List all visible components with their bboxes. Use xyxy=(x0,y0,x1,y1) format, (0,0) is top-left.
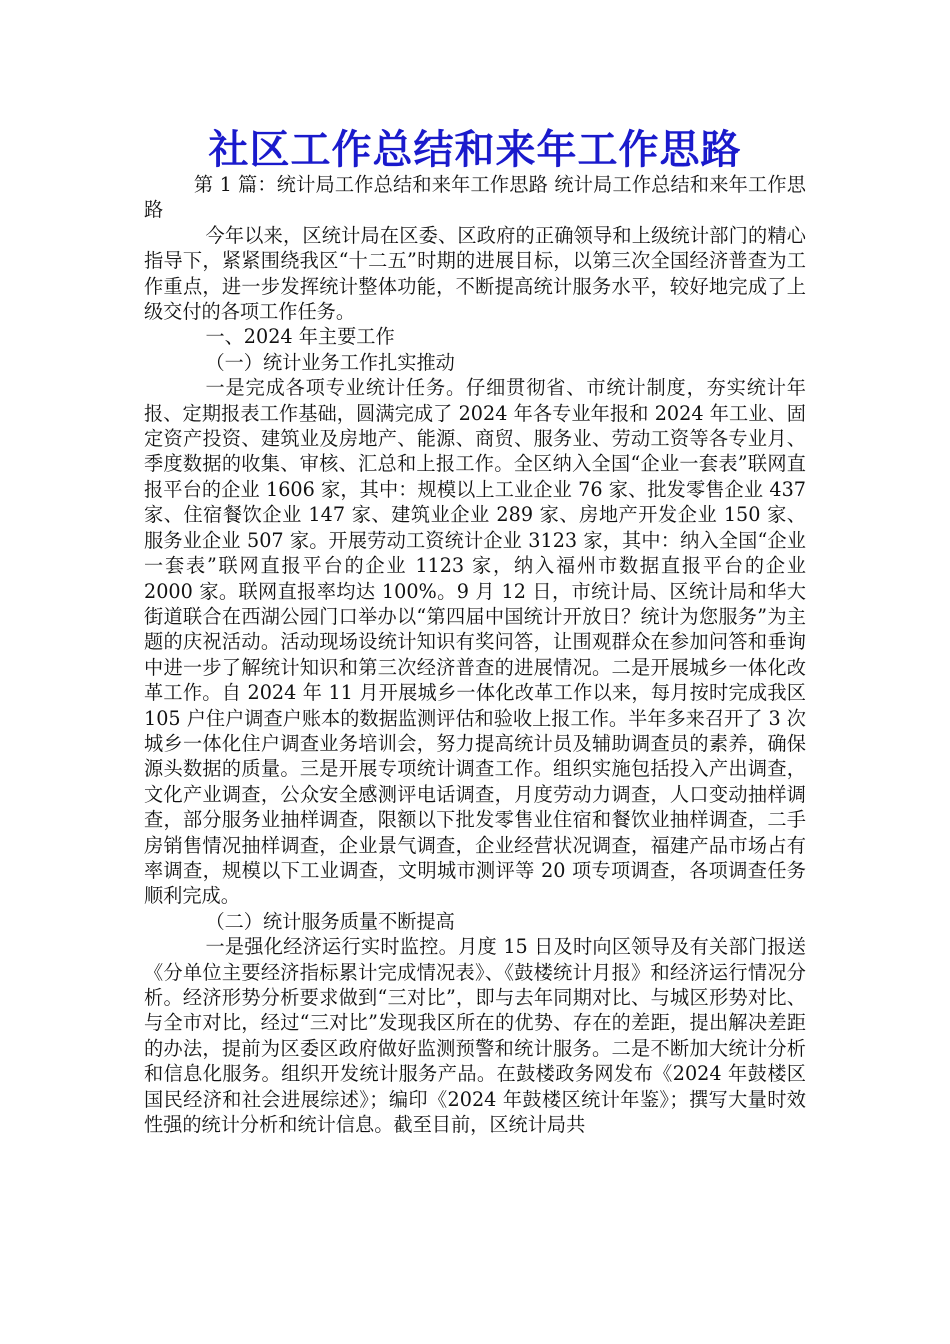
paragraph: 一是完成各项专业统计任务。仔细贯彻省、市统计制度，夯实统计年报、定期报表工作基础，圆满完成了 2024 年各专业年报和 2024 年工业、固定资产投资、建筑业及房地产、能源、商贸、服务业、劳动工资等各专业月、季度数据的收集、审核、汇总和上报工作。全区纳入全国“企业一套表”联网直报平台的企业 1606 家，其中：规模以上工业企业 76 家、批发零售企业 437 家、住宿餐饮企业 147 家、建筑业企业 289 家、房地产开发企业 150 家、服务业企业 507 家。开展劳动工资统计企业 3123 家，其中：纳入全国“企业一套表”联网直报平台的企业 1123 家，纳入福州市数据直报平台的企业 2000 家。联网直报率均达 100%。9 月 12 日，市统计局、区统计局和华大街道联合在西湖公园门口举办以“第四届中国统计开放日？统计为您服务”为主题的庆祝活动。活动现场设统计知识有奖问答，让围观群众在参加问答和垂询中进一步了解统计知识和第三次经济普查的进展情况。二是开展城乡一体化改革工作。自 2024 年 11 月开展城乡一体化改革工作以来，每月按时完成我区 105 户住户调查户账本的数据监测评估和验收上报工作。半年多来召开了 3 次城乡一体化住户调查业务培训会，努力提高统计员及辅助调查员的素养，确保源头数据的质量。三是开展专项统计调查工作。组织实施包括投入产出调查，文化产业调查，公众安全感测评电话调查，月度劳动力调查，人口变动抽样调查，部分服务业抽样调查，限额以下批发零售业住宿和餐饮业抽样调查，二手房销售情况抽样调查，企业景气调查，企业经营状况调查，福建产品市场占有率调查，规模以下工业调查，文明城市测评等 20 项专项调查，各项调查任务顺利完成。 xyxy=(144,376,806,908)
paragraph: （二）统计服务质量不断提高 xyxy=(205,909,455,933)
paragraph: 一、2024 年主要工作 xyxy=(205,325,395,349)
paragraph: 第 1 篇：统计局工作总结和来年工作思路 统计局工作总结和来年工作思路 xyxy=(144,173,806,222)
paragraph: （一）统计业务工作扎实推动 xyxy=(205,350,455,374)
paragraph: 一是强化经济运行实时监控。月度 15 日及时向区领导及有关部门报送《分单位主要经济指标累计完成情况表》、《鼓楼统计月报》和经济运行情况分析。经济形势分析要求做到“三对比”，即与去年同期对比、与城区形势对比、与全市对比，经过“三对比”发现我区所在的优势、存在的差距，提出解决差距的办法，提前为区委区政府做好监测预警和统计服务。二是不断加大统计分析和信息化服务。组织开发统计服务产品。在鼓楼政务网发布《2024 年鼓楼区国民经济和社会进展综述》；编印《2024 年鼓楼区统计年鉴》；撰写大量时效性强的统计分析和统计信息。截至目前，区统计局共 xyxy=(144,935,806,1137)
document-body xyxy=(144,172,806,1137)
page-title: 社区工作总结和来年工作思路 xyxy=(208,126,742,173)
paragraph: 今年以来，区统计局在区委、区政府的正确领导和上级统计部门的精心指导下，紧紧围绕我区“十二五”时期的进展目标，以第三次全国经济普查为工作重点，进一步发挥统计整体功能，不断提高统计服务水平，较好地完成了上级交付的各项工作任务。 xyxy=(144,223,806,324)
